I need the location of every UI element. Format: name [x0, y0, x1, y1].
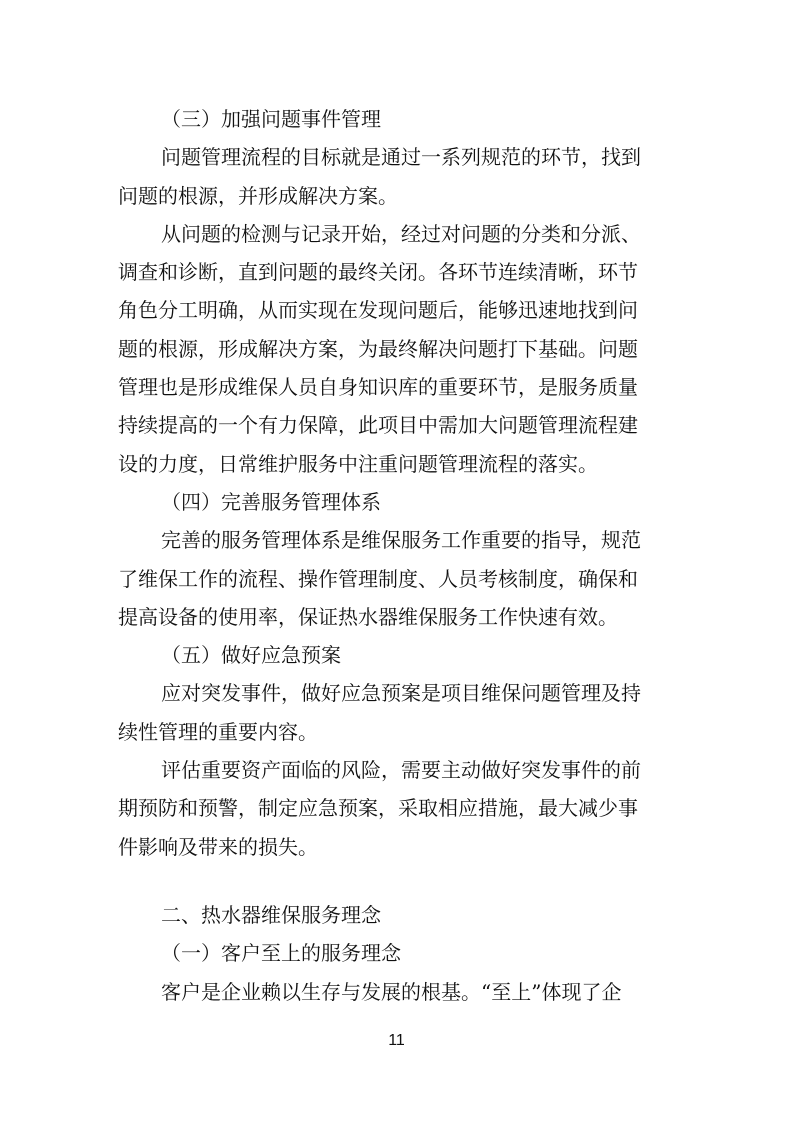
section-spacer — [118, 866, 678, 896]
paragraph-risk-assessment — [118, 751, 678, 866]
section-title-service-philosophy: 二、热水器维保服务理念 — [161, 902, 381, 927]
heading-emergency-plan: （五）做好应急预案 — [161, 643, 341, 668]
paragraph-issue-goal — [118, 138, 678, 215]
text-line: 题的根源，形成解决方案，为最终解决问题打下基础。问题 — [118, 336, 638, 361]
text-line: 了维保工作的流程、操作管理制度、人员考核制度，确保和 — [118, 566, 638, 591]
paragraph-service-system — [118, 521, 678, 636]
text-line: 角色分工明确，从而实现在发现问题后，能够迅速地找到问 — [118, 298, 638, 323]
document-body — [118, 100, 678, 1011]
text-line: 问题管理流程的目标就是通过一系列规范的环节，找到 — [161, 145, 641, 170]
paragraph-customer-first — [118, 973, 678, 1011]
paragraph-issue-process — [118, 215, 678, 483]
text-line: 从问题的检测与记录开始，经过对问题的分类和分派、 — [161, 221, 641, 246]
text-line: 调查和诊断，直到问题的最终关闭。各环节连续清晰，环节 — [118, 260, 638, 285]
text-line: 完善的服务管理体系是维保服务工作重要的指导，规范 — [161, 528, 641, 553]
text-line: 评估重要资产面临的风险，需要主动做好突发事件的前 — [161, 758, 641, 783]
text-line: 问题的根源，并形成解决方案。 — [118, 183, 398, 208]
text-line: 管理也是形成维保人员自身知识库的重要环节，是服务质量 — [118, 375, 638, 400]
text-line: 设的力度，日常维护服务中注重问题管理流程的落实。 — [118, 451, 598, 476]
heading-strengthen-issue-management: （三）加强问题事件管理 — [161, 107, 381, 131]
text-line: 期预防和预警，制定应急预案，采取相应措施，最大减少事 — [118, 796, 638, 821]
page-number: 11 — [388, 1032, 405, 1049]
text-line: 续性管理的重要内容。 — [118, 719, 318, 744]
text-line: 提高设备的使用率，保证热水器维保服务工作快速有效。 — [118, 604, 618, 629]
text-line: 持续提高的一个有力保障，此项目中需加大问题管理流程建 — [118, 413, 638, 438]
heading-service-management-system: （四）完善服务管理体系 — [161, 489, 381, 514]
paragraph-emergency-response — [118, 674, 678, 751]
text-line: 件影响及带来的损失。 — [118, 834, 318, 859]
text-line: 应对突发事件，做好应急预案是项目维保问题管理及持 — [161, 681, 641, 706]
text-line: 客户是企业赖以生存与发展的根基。“至上”体现了企 — [161, 979, 622, 1004]
heading-customer-first: （一）客户至上的服务理念 — [161, 941, 401, 966]
